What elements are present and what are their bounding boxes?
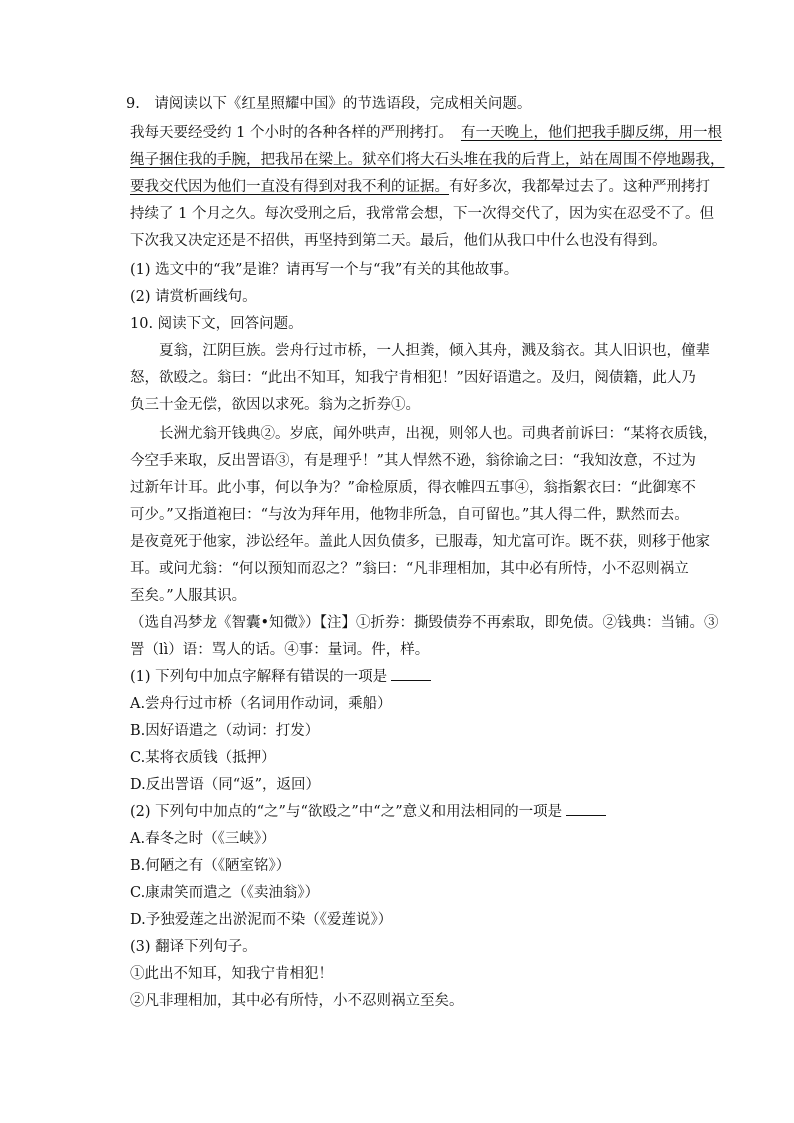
- q10-s1-option-a: A.尝舟行过市桥（名词用作动词，乘船）: [130, 696, 392, 712]
- q10-subquestion-2: [130, 802, 606, 822]
- q10-s2-option-d: D.予独爱莲之出淤泥而不染（《爱莲说》）: [130, 912, 393, 928]
- q9-line1-plain: 我每天要经受约 1 个小时的各种各样的严刑拷打。: [130, 125, 453, 141]
- q10-notes-line-1: （选自冯梦龙《智囊•知微》）【注】①折券：撕毁债券不再索取，即免债。②钱典：当铺。③: [130, 615, 719, 631]
- q9-passage-line-5: 下次我又决定还是不招供，再坚持到第二天。最后，他们从我口中什么也没有得到。: [130, 233, 667, 249]
- q10-para2-line-6: 耳。或问尤翁：“何以预知而忍之？”翁曰：“凡非理相加，其中必有所恃，小不忍则祸立: [130, 561, 689, 577]
- q9-passage-line-3: [130, 177, 710, 197]
- q9-passage-line-4: 持续了 1 个月之久。每次受刑之后，我常常会想，下一次得交代了，因为实在忍受不了。但: [130, 206, 714, 222]
- q10-title: 10. 阅读下文，回答问题。: [130, 316, 303, 332]
- q10-subquestion-3: (3) 翻译下列句子。: [130, 939, 257, 955]
- q10-para1-line-2: 怒，欲殴之。翁曰：“此出不知耳，知我宁肯相犯！”因好语遣之。及归，阅债籍，此人乃: [130, 370, 696, 386]
- q10-para2-line-5: 是夜竟死于他家，涉讼经年。盖此人因负债多，已服毒，知尤富可诈。既不获，则移于他家: [130, 534, 710, 550]
- q9-title: 9. 请阅读以下《红星照耀中国》的节选语段，完成相关问题。: [126, 96, 532, 112]
- q10-s2-option-c: C.康肃笑而遣之（《卖油翁》）: [130, 885, 320, 901]
- answer-blank: [566, 803, 606, 816]
- q10-s3-item-2: ②凡非理相加，其中必有所恃，小不忍则祸立至矣。: [130, 993, 464, 1009]
- q10-s3-item-1: ①此出不知耳，知我宁肯相犯！: [130, 966, 333, 982]
- q10-para2-line-4: 可少。”又指道袍曰：“与汝为拜年用，他物非所急，自可留也。”其人得二件，默然而去。: [130, 507, 689, 523]
- q10-s2-option-a: A.春冬之时（《三峡》）: [130, 831, 276, 847]
- q9-subquestion-1: (1) 选文中的“我”是谁？请再写一个与“我”有关的其他故事。: [130, 262, 519, 278]
- answer-blank: [391, 668, 431, 681]
- q9-underlined-sentence-2: 绳子捆住我的手腕，把我吊在梁上。狱卒们将大石头堆在我的后背上，站在周围不停地踢我，: [130, 152, 725, 168]
- q10-s2-option-b: B.何陋之有（《陋室铭》）: [130, 858, 291, 874]
- q9-subquestion-2: (2) 请赏析画线句。: [130, 289, 257, 305]
- q10-s1-option-b: B.因好语遣之（动词：打发）: [130, 723, 320, 739]
- q9-underlined-sentence-3: 要我交代因为他们一直没有得到对我不利的证据。: [130, 179, 449, 195]
- q10-para1-line-3: 负三十金无偿，欲因以求死。翁为之折券①。: [130, 397, 420, 413]
- q10-s1-option-c: C.某将衣质钱（抵押）: [130, 750, 276, 766]
- q10-para2-line-2: 今空手来取，反出詈语③，有是理乎！”其人悍然不逊，翁徐谕之曰：“我知汝意，不过为: [130, 453, 696, 469]
- q9-passage-line-1: [130, 123, 722, 143]
- q10-subquestion-1: [130, 667, 431, 687]
- q10-s2-text: (2) 下列句中加点的“之”与“欲殴之”中“之”意义和用法相同的一项是: [130, 804, 563, 820]
- q10-para2-line-3: 过新年计耳。此小事，何以争为？”命检原质，得衣帷四五事④，翁指絮衣曰：“此御寒不: [130, 480, 696, 496]
- q10-para2-line-1: 长洲尤翁开钱典②。岁底，闻外哄声，出视，则邻人也。司典者前诉曰：“某将衣质钱，: [130, 426, 718, 442]
- q10-para1-line-1: 夏翁，江阴巨族。尝舟行过市桥，一人担粪，倾入其舟，溅及翁衣。其人旧识也，僮辈: [130, 343, 710, 359]
- q9-line3-plain: 有好多次，我都晕过去了。这种严刑拷打: [449, 179, 710, 195]
- q10-s1-text: (1) 下列句中加点字解释有错误的一项是: [130, 669, 388, 685]
- q10-para2-line-7: 至矣。”人服其识。: [130, 588, 247, 604]
- q10-notes-line-2: 詈（lì）语：骂人的话。④事：量词。件，样。: [130, 642, 430, 658]
- q10-s1-option-d: D.反出詈语（同“返”，返回）: [130, 777, 321, 793]
- q9-underlined-sentence-1: 有一天晚上，他们把我手脚反绑，用一根: [460, 125, 722, 141]
